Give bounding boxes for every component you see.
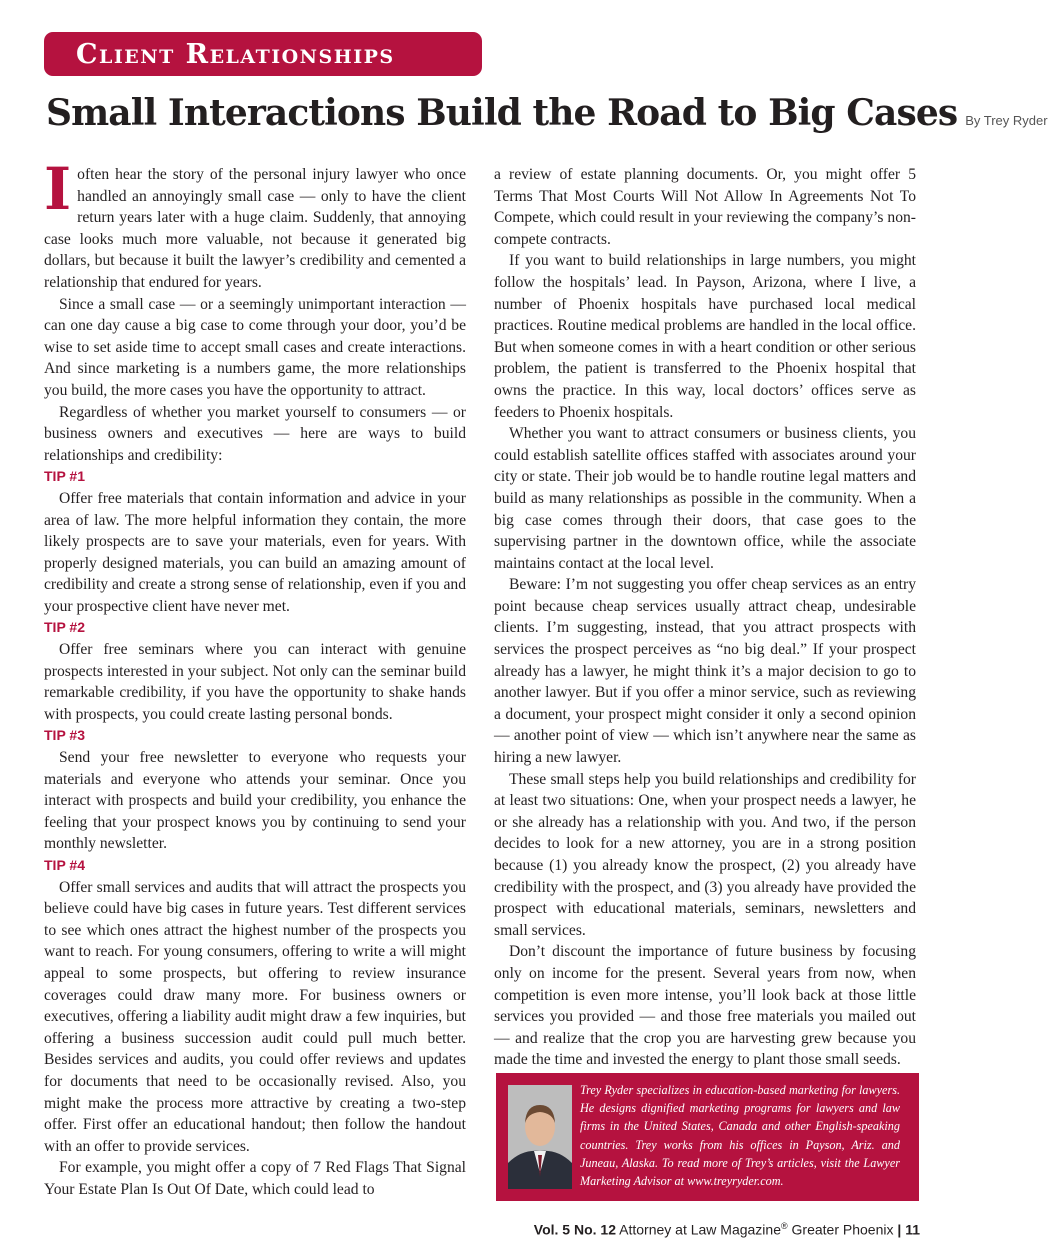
intro-paragraph: Ioften hear the story of the personal injury lawyer who once handled an annoyingly small case — only to have the client return years later with a huge claim. Suddenly, that annoying case looks much more valuable, not because it generated big dollars, but because it built the lawyer’s credibility and cemented a relationship that endured for years. [44,155,466,291]
paragraph: a review of estate planning documents. Or, you might offer 5 Terms That Most Courts Will Not Allow In Agreements Not To Compete, which could result in your reviewing the company’s non-compete contracts. [494,166,916,248]
section-title: Client Relationships [76,38,395,70]
paragraph: Don’t discount the importance of future business by focusing only on income for the present. Several years from now, when competition is even more intense, you’ll look back at those little services you provided — and those free materials you mailed out — and realize that the crop you are harvesting grew because you made the time and invested the energy to plant those small seeds. [494,943,916,1069]
tip-paragraph: Offer free materials that contain information and advice in your area of law. The more helpful information they contain, the more likely prospects are to save your materials, even for years. With properly designed materials, you can build an amazing amount of credibility and create a strong sense of relationship, even if you and your prospective client have never met. [44,489,466,615]
author-photo [508,1085,572,1189]
tip-paragraph: Offer free seminars where you can interact with genuine prospects interested in your subject. Not only can the seminar build remarkable credibility, if you have the opportunity to shake hands with prospects, you could create lasting personal bonds. [44,641,466,723]
paragraph: These small steps help you build relationships and credibility for at least two situations: One, when your prospect needs a lawyer, he or she already has a relationship with you. And two, if the person decides to look for a new attorney, you are in a strong position because (1) you already know the prospect, (2) you already have credibility with the prospect, and (3) you already have provided the prospect with educational materials, seminars, newsletters and small services. [494,770,916,939]
paragraph: Whether you want to attract consumers or business clients, you could establish satellite offices staffed with associates around your city or state. Their job would be to handle routine legal matters and build as many relationships as possible in the community. When a big case comes through their doors, that case goes to the supervising partner in the downtown office, while the associate maintains contact at the local level. [494,425,916,572]
section-banner [44,32,482,76]
tip-heading: TIP #2 [44,619,85,636]
registered-mark: ® [781,1221,788,1231]
right-column [494,164,916,1071]
paragraph: For example, you might offer a copy of 7 Red Flags That Signal Your Estate Plan Is Out Of Date, which could lead to [44,1159,466,1198]
footer-separator: | [897,1221,902,1238]
tip-heading: TIP #1 [44,468,85,485]
paragraph: If you want to build relationships in large numbers, you might follow the hospitals’ lead. In Payson, Arizona, where I live, a number of Phoenix hospitals have purchased local medical practices. Routine medical problems are handled in the local office. But when someone comes in with a heart condition or other serious problem, the patient is transferred to the Phoenix hospital that owns the practice. In this way, local doctors’ offices serve as feeders to Phoenix hospitals. [494,252,916,421]
tip-heading: TIP #3 [44,727,85,744]
drop-cap: I [44,155,72,223]
author-bio-box [496,1073,919,1201]
tip-paragraph: Offer small services and audits that will attract the prospects you believe could have big cases in future years. Test different services to see which ones attract the highest number of the prospects you want to reach. For young consumers, offering to write a will might appeal to some prospects, but offering to review insurance coverages could draw many more. For business owners or executives, offering a liability audit might draw a few inquiries, but offering a business succession audit could pull much better. Besides services and audits, you could offer reviews and updates for documents that need to be occasionally revised. Also, you might make the process more attractive by creating a two-step offer. First offer an educational handout; then follow the handout with an offer to provide services. [44,878,466,1155]
paragraph: Regardless of whether you market yourself to consumers — or business owners and executives — here are ways to build relationships and credibility: [44,403,466,464]
page-number: 11 [905,1221,920,1238]
byline: By Trey Ryder [965,113,1048,128]
paragraph: Beware: I’m not suggesting you offer cheap services as an entry point because cheap services usually attract cheap, undesirable clients. I’m suggesting, instead, that you attract prospects with services the prospect perceives as “no big deal.” If your prospect already has a lawyer, he might think it’s a major decision to go to another lawyer. But if you offer a minor service, such as reviewing a document, your prospect might consider it only a second opinion — another point of view — which isn’t anywhere near the same as hiring a new lawyer. [494,576,916,767]
tip-heading: TIP #4 [44,857,85,873]
magazine-edition: Greater Phoenix [791,1221,894,1238]
issue-volume: Vol. 5 No. 12 [533,1221,616,1238]
paragraph: Since a small case — or a seemingly unimportant interaction — can one day cause a big case to come through your door, you’d be wise to set aside time to accept small cases and create interactions. And since marketing is a numbers game, the more relationships you build, the more cases you have the opportunity to attract. [44,295,466,399]
author-bio-text: Trey Ryder specializes in education-based marketing for lawyers. He designs dignified marketing programs for lawyers and law firms in the United States, Canada and other English-speaking countries. Trey works from his offices in Payson, Ariz. and Juneau, Alaska. To read more of Trey’s articles, visit the Lawyer Marketing Advisor at www.treyryder.com. [580,1083,900,1189]
tip-paragraph: Send your free newsletter to everyone who requests your materials and everyone who attends your seminar. Once you interact with prospects and build your credibility, you enhance the feeling that your prospect knows you by continuing to send your monthly newsletter. [44,749,466,853]
magazine-name: Attorney at Law Magazine [619,1221,781,1238]
left-column [44,155,466,1201]
headline-row [46,92,1048,134]
author-portrait-icon [508,1085,572,1189]
page-footer [534,1221,920,1238]
article-title: Small Interactions Build the Road to Big Cases [46,92,958,134]
